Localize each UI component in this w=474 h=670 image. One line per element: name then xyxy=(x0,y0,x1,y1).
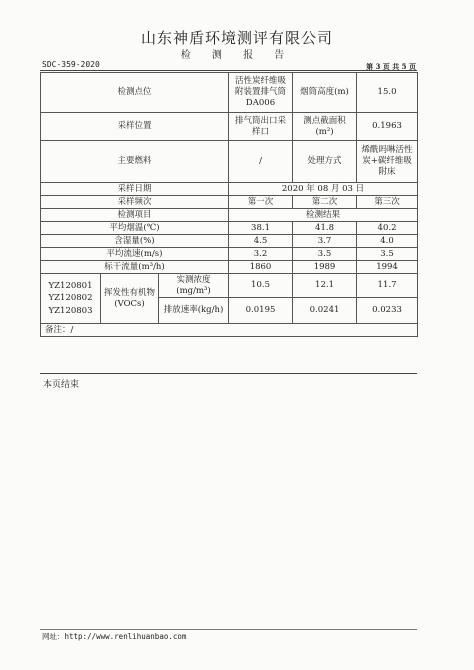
treatment-value: 烯酰吗啉活性炭+碳纤维吸附床 xyxy=(357,141,418,183)
pollutant-label: 挥发性有机物(VOCs) xyxy=(101,274,159,324)
conc-value: 12.1 xyxy=(293,274,357,298)
table-row xyxy=(41,73,418,113)
end-rule xyxy=(40,373,417,374)
result-label: 检测结果 xyxy=(229,209,418,222)
row-value: 1989 xyxy=(293,261,357,274)
row-value: 4.5 xyxy=(229,235,293,248)
rate-value: 0.0195 xyxy=(229,298,293,324)
table-row xyxy=(41,222,418,235)
point-label: 检测点位 xyxy=(41,73,229,113)
row-label: 标干流量(m³/h) xyxy=(41,261,229,274)
table-row xyxy=(41,324,418,337)
end-text: 本页结束 xyxy=(43,380,80,390)
row-value: 3.2 xyxy=(229,248,293,261)
rate-label: 排放速率(kg/h) xyxy=(159,298,229,324)
table-row xyxy=(41,113,418,141)
treatment-label: 处理方式 xyxy=(293,141,357,183)
row-value: 1994 xyxy=(357,261,418,274)
table-row xyxy=(41,248,418,261)
page-info: 第 3 页 共 5 页 xyxy=(366,62,416,71)
row-value: 38.1 xyxy=(229,222,293,235)
fuel-label: 主要燃料 xyxy=(41,141,229,183)
row-label: 含湿量(%) xyxy=(41,235,229,248)
row-label: 平均烟温(℃) xyxy=(41,222,229,235)
area-value: 0.1963 xyxy=(357,113,418,141)
footer-rule xyxy=(40,629,417,630)
row-value: 40.2 xyxy=(357,222,418,235)
row-value: 41.8 xyxy=(293,222,357,235)
sample-id: YZ120801 xyxy=(48,280,93,291)
row-value: 3.7 xyxy=(293,235,357,248)
company-title: 山东神盾环境测评有限公司 xyxy=(140,29,333,47)
table-row xyxy=(41,209,418,222)
sample-id: YZ120803 xyxy=(48,305,93,316)
freq-2: 第二次 xyxy=(293,196,357,209)
stack-height-value: 15.0 xyxy=(357,73,418,113)
rate-value: 0.0233 xyxy=(357,298,418,324)
table-row xyxy=(41,274,418,298)
table-row xyxy=(41,141,418,183)
location-value: 排气筒出口采样口 xyxy=(229,113,293,141)
report-code: SDC-359-2020 xyxy=(42,60,100,69)
row-value: 1860 xyxy=(229,261,293,274)
remark: 备注：/ xyxy=(41,324,418,337)
header-rule xyxy=(40,70,417,71)
table-row xyxy=(41,235,418,248)
freq-3: 第三次 xyxy=(357,196,418,209)
freq-1: 第一次 xyxy=(229,196,293,209)
sample-ids xyxy=(41,274,101,324)
table-row xyxy=(41,183,418,196)
conc-value: 10.5 xyxy=(229,274,293,298)
sample-id: YZ120802 xyxy=(48,293,93,304)
monitoring-table xyxy=(40,72,418,337)
table-row xyxy=(41,261,418,274)
date-label: 采样日期 xyxy=(41,183,229,196)
point-value: 活性炭纤维吸附装置排气筒DA006 xyxy=(229,73,293,113)
conc-value: 11.7 xyxy=(357,274,418,298)
report-title: 检 测 报 告 xyxy=(180,50,294,61)
conc-label: 实测浓度(mg/m³) xyxy=(159,274,229,298)
row-value: 3.5 xyxy=(357,248,418,261)
table-row xyxy=(41,196,418,209)
row-value: 3.5 xyxy=(293,248,357,261)
row-label: 平均流速(m/s) xyxy=(41,248,229,261)
footer-website: 网址：http://www.renlihuanbao.com xyxy=(42,632,187,641)
row-value: 4.0 xyxy=(357,235,418,248)
location-label: 采样位置 xyxy=(41,113,229,141)
freq-label: 采样频次 xyxy=(41,196,229,209)
stack-height-label: 烟筒高度(m) xyxy=(293,73,357,113)
rate-value: 0.0241 xyxy=(293,298,357,324)
item-label: 检测项目 xyxy=(41,209,229,222)
area-label: 测点截面积(m²) xyxy=(293,113,357,141)
fuel-value: / xyxy=(229,141,293,183)
date-value: 2020 年 08 月 03 日 xyxy=(229,183,418,196)
